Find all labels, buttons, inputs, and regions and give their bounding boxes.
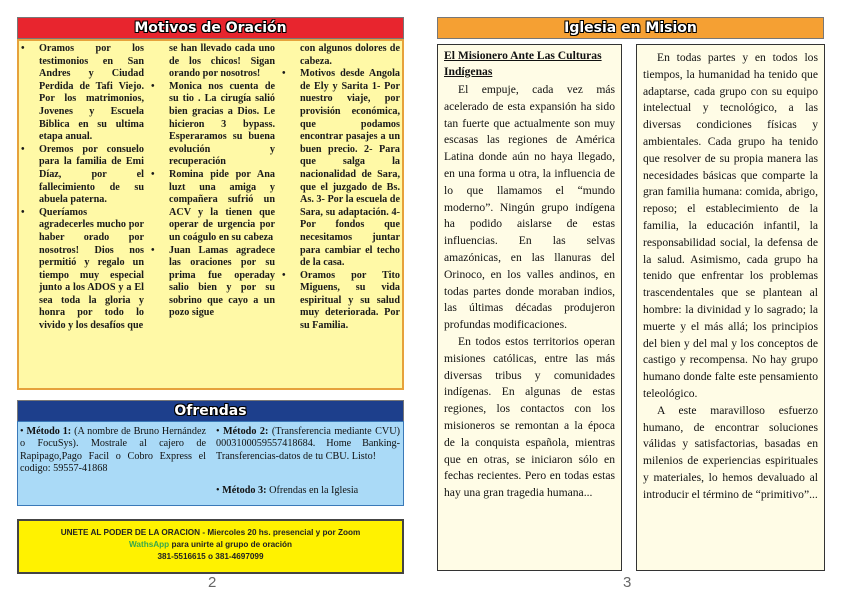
offering-method-1: • Método 1: (A nombre de Bruno Hernández o FocuSys). Mostrale al cajero de Rapipago,Pago Facil o Cobro Express el codigo: 59557-41868 [20, 426, 207, 474]
banner-line-2-text: para unirte al grupo de oración [171, 540, 293, 549]
prayer-item: • Romina pide por Ana luzt una amiga y compañera sufrió un ACV y la tienen que operar de urgencia por un coágulo en su cabeza [151, 168, 275, 243]
page-number-right: 3 [623, 574, 632, 591]
method-3-label: Método 3: [222, 485, 267, 496]
prayer-column-3 [280, 43, 400, 333]
article-paragraph: En todos estos territorios operan misiones católicas, entre las más diversas tribus y comunidades indígenas. En algunas de estas regiones, los contactos con los misioneros se remontan a la época de la conquista española, mientras que en otras, se iniciaron sólo en fechas recientes. Pero en todas estas hay una gran tragedia humana... [444, 334, 615, 500]
prayer-item-text: Queríamos agradecerles mucho por haber orado por nosotros! Dios nos permitió y regalo un tiempo muy especial junto a los ADOS y a El sea toda la gloria y honra por todo lo vivido y los desafíos que [39, 206, 144, 332]
prayer-item-text: Juan Lamas agradece las oraciones por su prima fue operaday salio bien y por su sobrino que cayo a un pozo sigue [169, 244, 275, 319]
article-paragraph: A este maravilloso esfuerzo humano, de encontrar soluciones válidas y satisfactorias, basadas en milenios de experiencias espirituales y materiales, lo hemos devaluado al introducir el término de “primitivo”... [643, 403, 818, 501]
prayer-item: • Motivos desde Angola de Ely y Sarita 1- Por nuestro viaje, por provisión económica, que podamos encontrar pasajes a un buen precio. 2- Para que salga la nacionalidad de Sara, que el juzgado de Bs. As. 3- Por la escuela de Sara, su adaptación. 4- Por fondos que necesitamos juntar para cambiar el techo de la casa. [282, 68, 400, 269]
article-column-2 [636, 44, 825, 571]
prayer-item-text: Motivos desde Angola de Ely y Sarita 1- Por nuestro viaje, por provisión económica, que podamos encontrar pasajes a un buen precio. 2- Para que salga la nacionalidad de Sara, que el juzgado de Bs. As. 3- Por la escuela de Sara, su adaptación. 4- Por fondos que necesitamos juntar para cambiar el techo de la casa. [300, 68, 400, 269]
method-3-text: Ofrendas en la Iglesia [269, 485, 359, 496]
prayer-column-1 [19, 43, 144, 333]
mission-title: Iglesia en Mision [564, 20, 697, 36]
prayer-item-text: Romina pide por Ana luzt una amiga y compañera sufrió un ACV y la tienen que operar de urgencia por un coágulo en su cabeza [169, 168, 275, 243]
offering-method-3: • Método 3: Ofrendas en la Iglesia [216, 485, 359, 496]
prayer-header [17, 17, 404, 39]
offering-method-2: • Método 2: (Transferencia mediante CVU) 0003100059557418684. Home Banking- Transferencias-datos de tu CBU. Listo! [216, 426, 401, 462]
prayer-item-text: Oremos por consuelo para la familia de Emi Díaz, por el fallecimiento de su abuela paterna. [39, 143, 144, 206]
whatsapp-label: WathsApp [128, 540, 170, 549]
prayer-column-2 [149, 43, 275, 320]
prayer-item-text: Oramos por Tito Miguens, su vida espiritual y su salud muy deteriorada. Por su Familia. [300, 269, 400, 332]
prayer-item: • Oremos por consuelo para la familia de Emi Díaz, por el fallecimiento de su abuela paterna. [21, 143, 144, 206]
prayer-item: • Monica nos cuenta de su tio . La cirugía salió bien gracias a Dios. Le hicieron 3 bypass. Esperaramos su buena evolución y recuperación [151, 80, 275, 168]
article-paragraph: El empuje, cada vez más acelerado de esta expansión ha sido tan fuerte que actualmente son muy escasas las regiones de América Latina donde aún no haya llegado, en una forma u otra, la influencia de lo que llamamos el “mundo moderno”. Ningún grupo indígena ha podido aislarse de estas influencias. En las selvas amazónicas, en las llanuras del Orinoco, en los valles andinos, en todas partes donde moraban indios, las últimas décadas produjeron profundas modificaciones. [444, 83, 615, 332]
offerings-header [17, 400, 404, 422]
method-1-text: (A nombre de Bruno Hernández o FocuSys). Mostrale al cajero de Rapipago,Pago Facil o Cobro Express el codigo: 59557-41868 [20, 426, 207, 474]
article-column-1 [437, 44, 622, 571]
page-number-left: 2 [208, 574, 217, 591]
prayer-item-text: Monica nos cuenta de su tio . La cirugía salió bien gracias a Dios. Le hicieron 3 bypass. Esperaramos su buena evolución y recuperación [169, 80, 275, 168]
mission-header [437, 17, 824, 39]
prayer-item: • Oramos por los testimonios en San Andres y Ciudad Perdida de Tafi Viejo. Por los matrimonios, Jovenes y Escuela Biblica en su ultima etapa anual. [21, 43, 144, 143]
offerings-box [17, 421, 404, 506]
method-2-label: Método 2: [223, 426, 269, 437]
method-2-text: (Transferencia mediante CVU) 0003100059557418684. Home Banking- Transferencias-datos de tu CBU. Listo! [216, 426, 401, 462]
offerings-title: Ofrendas [174, 403, 247, 419]
banner-phones: 381-5516615 o 381-4697099 [157, 552, 264, 561]
prayer-item-text: Oramos por los testimonios en San Andres y Ciudad Perdida de Tafi Viejo. Por los matrimonios, Jovenes y Escuela Biblica en su ultima etapa anual. [39, 43, 144, 143]
banner-line-2 [19, 539, 402, 551]
prayer-continuation: se han llevado cada uno de los chicos! Sigan orando por nosotros! [169, 43, 275, 80]
prayer-item: • Queríamos agradecerles mucho por haber orado por nosotros! Dios nos permitió y regalo un tiempo muy especial junto a los ADOS y a El sea toda la gloria y honra por todo lo vivido y los desafíos que [21, 206, 144, 332]
prayer-item: • Oramos por Tito Miguens, su vida espiritual y su salud muy deteriorada. Por su Familia. [282, 269, 400, 332]
prayer-item: • Juan Lamas agradece las oraciones por su prima fue operaday salio bien y por su sobrino que cayo a un pozo sigue [151, 244, 275, 319]
prayer-title: Motivos de Oración [134, 20, 287, 36]
method-1-label: Método 1: [26, 426, 72, 437]
banner-line-1: UNETE AL PODER DE LA ORACION - Miercoles 20 hs. presencial y por Zoom [60, 528, 361, 537]
prayer-meeting-banner [17, 519, 404, 574]
article-paragraph: En todas partes y en todos los tiempos, la humanidad ha tenido que adaptarse, cada grupo con su equipo intelectual y tecnológico, a las diversas condiciones físicas y ambientales. Cada grupo ha tenido que resolver de su propia manera las necesidades básicas que comparte la gran familia humana: comida, abrigo, reposo; el establecimiento de la familia, la educación infantil, la responsabilidad social, la defensa de la salud. Asimismo, cada grupo ha tenido que enfrentar los problemas trascendentales que se plantean al hombre: la divinidad y lo sagrado; la muerte y el más allá; los principios del bien y del mal y los conceptos de castigo y recompensa. No hay grupo humano donde falte este pensamiento teleológico. [643, 51, 818, 400]
article-title: El Misionero Ante Las Culturas Indígenas [444, 49, 602, 78]
prayer-box [17, 39, 404, 390]
prayer-continuation: con algunos dolores de cabeza. [300, 43, 400, 67]
